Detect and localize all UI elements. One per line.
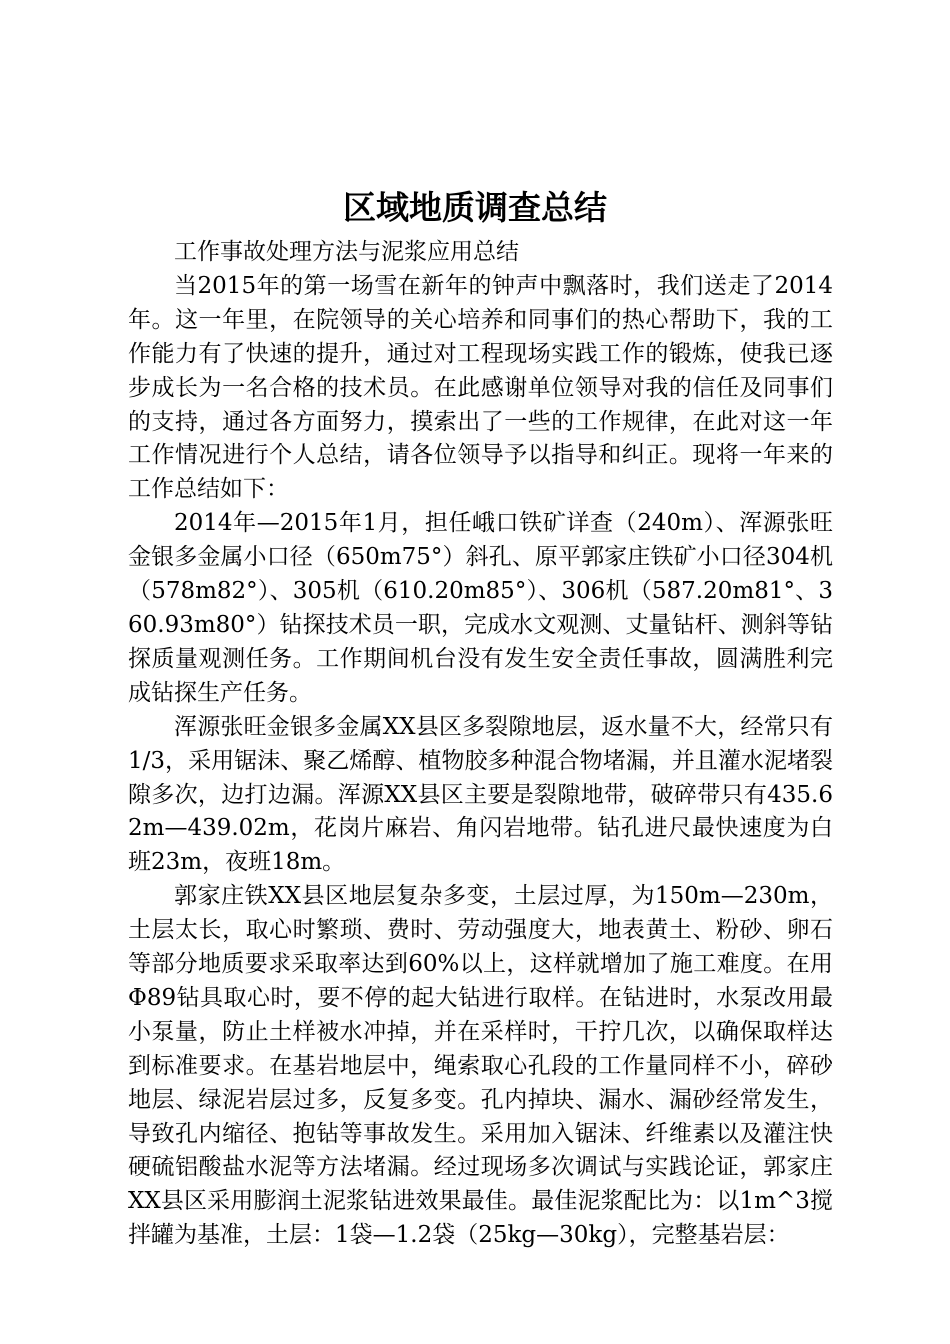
document-title: 区域地质调查总结 (343, 188, 607, 227)
paragraph: 郭家庄铁XX县区地层复杂多变，土层过厚，为150m—230m，土层太长，取心时繁琐、费时、劳动强度大，地表黄土、粉砂、卵石等部分地质要求采取率达到60%以上，这样就增加了施工难度。在用Φ89钻具取心时，要不停的起大钻进行取样。在钻进时，水泵改用最小泵量，防止土样被水冲掉，并在采样时，干拧几次，以确保取样达到标准要求。在基岩地层中，绳索取心孔段的工作量同样不小，碎砂地层、绿泥岩层过多，反复多变。孔内掉块、漏水、漏砂经常发生，导致孔内缩径、抱钻等事故发生。采用加入锯沫、纤维素以及灌注快硬硫铝酸盐水泥等方法堵漏。经过现场多次调试与实践论证，郭家庄XX县区采用膨润土泥浆钻进效果最佳。最佳泥浆配比为：以1m^3搅拌罐为基准，土层：1袋—1.2袋（25kg—30kg），完整基岩层： (128, 883, 833, 1249)
document-body (128, 236, 833, 1253)
paragraph: 当2015年的第一场雪在新年的钟声中飘落时，我们送走了2014年。这一年里，在院领导的关心培养和同事们的热心帮助下，我的工作能力有了快速的提升，通过对工程现场实践工作的锻炼，使我已逐步成长为一名合格的技术员。在此感谢单位领导对我的信任及同事们的支持，通过各方面努力，摸索出了一些的工作规律，在此对这一年工作情况进行个人总结，请各位领导予以指导和纠正。现将一年来的工作总结如下： (128, 272, 833, 503)
document-subtitle: 工作事故处理方法与泥浆应用总结 (174, 239, 519, 265)
paragraph: 浑源张旺金银多金属XX县区多裂隙地层，返水量不大，经常只有1/3，采用锯沫、聚乙烯醇、植物胶多种混合物堵漏，并且灌水泥堵裂隙多次，边打边漏。浑源XX县区主要是裂隙地带，破碎带只有435.62m—439.02m，花岗片麻岩、角闪岩地带。钻孔进尺最快速度为白班23m，夜班18m。 (128, 713, 833, 876)
paragraph: 2014年—2015年1月，担任峨口铁矿详查（240m）、浑源张旺金银多金属小口径（650m75°）斜孔、原平郭家庄铁矿小口径304机（578m82°）、305机（610.20m85°）、306机（587.20m81°、360.93m80°）钻探技术员一职，完成水文观测、丈量钻杆、测斜等钻探质量观测任务。工作期间机台没有发生安全责任事故，圆满胜利完成钻探生产任务。 (128, 510, 833, 706)
